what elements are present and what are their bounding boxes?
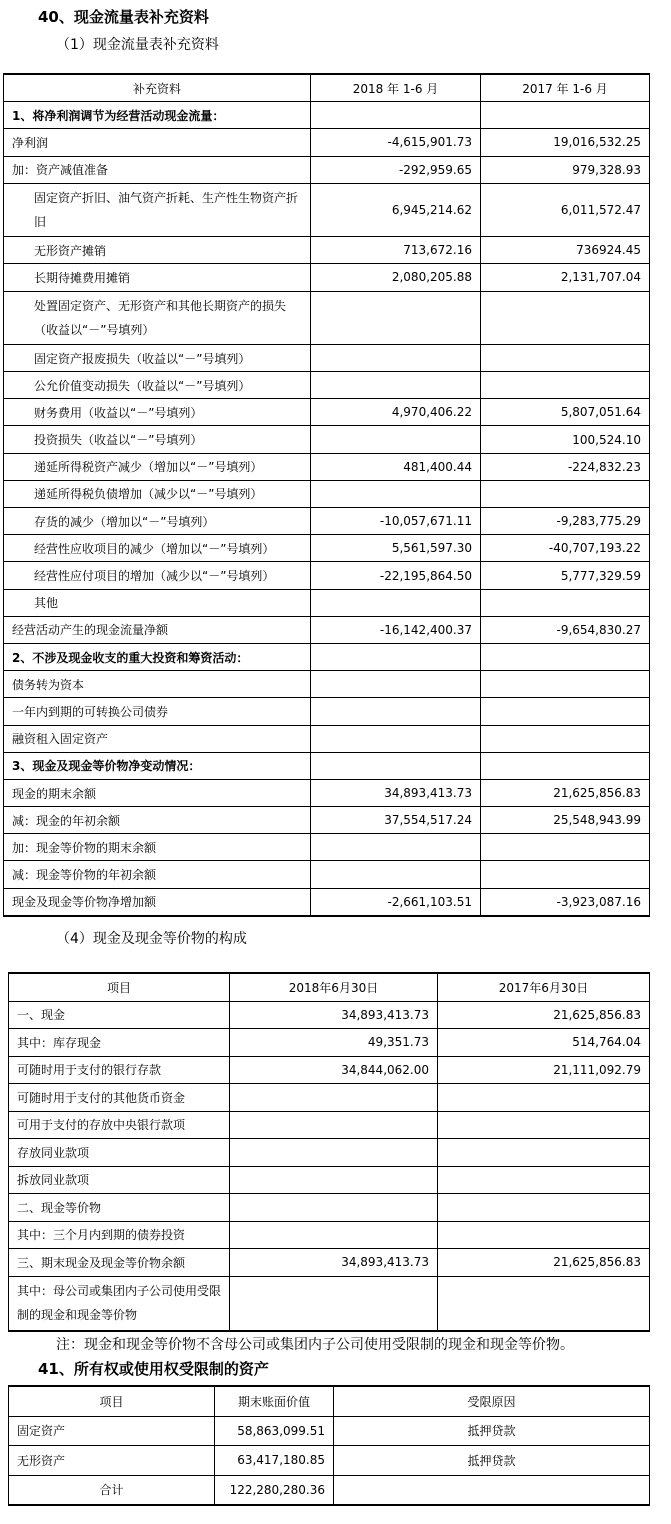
row-label: 减：现金的年初余额 [4,807,311,834]
row-value-2: 25,548,943.99 [481,807,650,834]
row-value-1: 34,893,413.73 [230,1249,438,1277]
row-value-2 [438,1139,650,1167]
row-value-2 [481,291,650,344]
table-row [4,399,650,426]
row-value-1 [311,725,481,752]
row-label: 减：现金等价物的年初余额 [4,861,311,888]
row-value-1: -10,057,671.11 [311,508,481,535]
row-label: 可随时用于支付的银行存款 [9,1056,230,1084]
row-value-2: 抵押贷款 [334,1416,650,1446]
row-value-2 [438,1194,650,1222]
row-label: 3、现金及现金等价物净变动情况： [4,752,311,779]
row-value-2 [481,861,650,888]
row-value-2 [481,698,650,725]
row-value-2: 21,111,092.79 [438,1056,650,1084]
table-row [4,535,650,562]
table-row [4,888,650,916]
row-label: 合计 [9,1475,215,1505]
row-label: 三、期末现金及现金等价物余额 [9,1249,230,1277]
table-row [4,344,650,371]
row-label: 固定资产报废损失（收益以“－”号填列） [4,344,311,371]
row-value-1: -16,142,400.37 [311,616,481,643]
row-value-2: 抵押贷款 [334,1446,650,1476]
row-value-1: 34,893,413.73 [311,779,481,806]
table-row [4,291,650,344]
table-row [9,1249,650,1277]
table-row [9,1139,650,1167]
table-row [4,372,650,399]
row-label: 其中：三个月内到期的债券投资 [9,1221,230,1249]
row-value-2 [481,589,650,616]
table-row [9,1221,650,1249]
header-item: 项目 [9,973,230,1001]
header-2018: 2018年6月30日 [230,973,438,1001]
row-value-2 [438,1276,650,1331]
row-value-1 [230,1166,438,1194]
row-label: 2、不涉及现金收支的重大投资和筹资活动： [4,643,311,670]
section-40-title: 40、现金流量表补充资料 [38,8,209,26]
row-value-2 [481,102,650,129]
row-label: 二、现金等价物 [9,1194,230,1222]
row-label: 固定资产折旧、油气资产折耗、生产性生物资产折旧 [4,183,311,236]
header-2018: 2018 年 1-6 月 [311,74,481,102]
row-value-2: 2,131,707.04 [481,264,650,291]
row-value-1: 713,672.16 [311,237,481,264]
row-value-2 [438,1166,650,1194]
header-reason: 受限原因 [334,1386,650,1416]
table-row [4,725,650,752]
row-value-2 [481,372,650,399]
row-value-1: -2,661,103.51 [311,888,481,916]
row-value-2 [481,643,650,670]
table-row [4,426,650,453]
row-label: 其他 [4,589,311,616]
row-value-2: 5,807,051.64 [481,399,650,426]
row-value-1 [311,344,481,371]
header-item: 项目 [9,1386,215,1416]
row-value-1: 63,417,180.85 [215,1446,334,1476]
row-label: 递延所得税资产减少（增加以“－”号填列） [4,453,311,480]
row-label: 拆放同业款项 [9,1166,230,1194]
row-label: 无形资产 [9,1446,215,1476]
table-row [4,129,650,156]
row-value-2: -9,283,775.29 [481,508,650,535]
row-label: 处置固定资产、无形资产和其他长期资产的损失（收益以“－”号填列） [4,291,311,344]
subsection-4-title: （4）现金及现金等价物的构成 [56,931,247,947]
row-value-1 [311,752,481,779]
row-value-1: 34,844,062.00 [230,1056,438,1084]
row-label: 固定资产 [9,1416,215,1446]
row-label: 存货的减少（增加以“－”号填列） [4,508,311,535]
row-value-2 [481,671,650,698]
table-row [9,1001,650,1029]
row-value-2: 979,328.93 [481,156,650,183]
row-label: 一年内到期的可转换公司债券 [4,698,311,725]
row-value-2: 19,016,532.25 [481,129,650,156]
row-value-2 [438,1111,650,1139]
table-row [9,1416,650,1446]
row-label: 递延所得税负债增加（减少以“－”号填列） [4,480,311,507]
row-value-1: 6,945,214.62 [311,183,481,236]
row-label: 加：资产减值准备 [4,156,311,183]
row-value-1: 5,561,597.30 [311,535,481,562]
row-value-2: 21,625,856.83 [481,779,650,806]
row-value-2: 514,764.04 [438,1029,650,1057]
subsection-1-title: （1）现金流量表补充资料 [56,37,219,53]
table-header-row [4,74,650,102]
row-value-1 [230,1221,438,1249]
row-value-1 [311,698,481,725]
row-value-2: -40,707,193.22 [481,535,650,562]
row-value-2 [481,834,650,861]
table-row [9,1166,650,1194]
row-value-1 [311,643,481,670]
header-item: 补充资料 [4,74,311,102]
table-row [4,589,650,616]
row-value-2: 5,777,329.59 [481,562,650,589]
row-value-1 [311,426,481,453]
row-value-2: -224,832.23 [481,453,650,480]
row-label: 融资租入固定资产 [4,725,311,752]
table-row [4,453,650,480]
restricted-assets-table [8,1385,650,1506]
row-label: 其中：库存现金 [9,1029,230,1057]
row-value-1: 58,863,099.51 [215,1416,334,1446]
table-row [4,643,650,670]
row-value-1 [311,102,481,129]
table-row [9,1029,650,1057]
row-value-1: 481,400.44 [311,453,481,480]
row-label: 一、现金 [9,1001,230,1029]
row-value-1 [230,1276,438,1331]
row-label: 现金及现金等价物净增加额 [4,888,311,916]
row-label: 公允价值变动损失（收益以“－”号填列） [4,372,311,399]
row-label: 财务费用（收益以“－”号填列） [4,399,311,426]
row-value-1 [230,1111,438,1139]
table-row [9,1475,650,1505]
row-value-1: -22,195,864.50 [311,562,481,589]
table-row [9,1194,650,1222]
row-value-2 [334,1475,650,1505]
table-row [4,671,650,698]
table-row [4,508,650,535]
note-text: 注：现金和现金等价物不含母公司或集团内子公司使用受限制的现金和现金等价物。 [56,1337,574,1353]
row-value-1: 122,280,280.36 [215,1475,334,1505]
row-label: 现金的期末余额 [4,779,311,806]
row-value-2: 21,625,856.83 [438,1249,650,1277]
row-label: 1、将净利润调节为经营活动现金流量： [4,102,311,129]
table-row [9,1276,650,1331]
header-2017: 2017 年 1-6 月 [481,74,650,102]
table-row [4,752,650,779]
row-value-1 [311,372,481,399]
table-row [4,562,650,589]
row-label: 可用于支付的存放中央银行款项 [9,1111,230,1139]
row-label: 长期待摊费用摊销 [4,264,311,291]
row-value-2: 6,011,572.47 [481,183,650,236]
table-row [4,861,650,888]
table-row [4,183,650,236]
row-value-1: 4,970,406.22 [311,399,481,426]
table-row [4,779,650,806]
table-row [9,1056,650,1084]
cash-flow-supplement-table [3,73,650,917]
row-value-2 [481,344,650,371]
row-value-1 [230,1084,438,1112]
row-value-1 [311,291,481,344]
row-value-2 [438,1221,650,1249]
row-label: 存放同业款项 [9,1139,230,1167]
row-value-1 [311,834,481,861]
row-label: 债务转为资本 [4,671,311,698]
row-value-2: 736924.45 [481,237,650,264]
row-value-2: -9,654,830.27 [481,616,650,643]
row-value-1: -4,615,901.73 [311,129,481,156]
row-value-1: 49,351.73 [230,1029,438,1057]
row-value-1: 37,554,517.24 [311,807,481,834]
table-row [9,1446,650,1476]
row-label: 经营性应收项目的减少（增加以“－”号填列） [4,535,311,562]
table-header-row [9,973,650,1001]
table-row [4,264,650,291]
row-value-2 [481,752,650,779]
row-value-1 [311,671,481,698]
section-41-title: 41、所有权或使用权受限制的资产 [38,1360,269,1378]
row-value-2: -3,923,087.16 [481,888,650,916]
table-row [4,237,650,264]
row-value-1 [311,589,481,616]
row-label: 加：现金等价物的期末余额 [4,834,311,861]
table-row [4,480,650,507]
row-label: 净利润 [4,129,311,156]
row-value-2 [481,480,650,507]
row-value-1 [230,1139,438,1167]
row-value-1 [230,1194,438,1222]
row-value-1 [311,861,481,888]
row-label: 可随时用于支付的其他货币资金 [9,1084,230,1112]
row-value-1: -292,959.65 [311,156,481,183]
table-row [4,807,650,834]
table-row [9,1084,650,1112]
cash-composition-table [8,972,650,1332]
table-row [4,834,650,861]
row-value-1 [311,480,481,507]
table-row [9,1111,650,1139]
row-value-1: 34,893,413.73 [230,1001,438,1029]
row-value-1: 2,080,205.88 [311,264,481,291]
row-label: 无形资产摊销 [4,237,311,264]
row-value-2: 100,524.10 [481,426,650,453]
row-label: 经营活动产生的现金流量净额 [4,616,311,643]
table-row [4,156,650,183]
row-label: 其中：母公司或集团内子公司使用受限制的现金和现金等价物 [9,1276,230,1331]
table-header-row [9,1386,650,1416]
header-book-value: 期末账面价值 [215,1386,334,1416]
row-value-2 [438,1084,650,1112]
row-value-2: 21,625,856.83 [438,1001,650,1029]
row-label: 投资损失（收益以“－”号填列） [4,426,311,453]
table-row [4,698,650,725]
row-value-2 [481,725,650,752]
row-label: 经营性应付项目的增加（减少以“－”号填列） [4,562,311,589]
table-row [4,102,650,129]
table-row [4,616,650,643]
header-2017: 2017年6月30日 [438,973,650,1001]
